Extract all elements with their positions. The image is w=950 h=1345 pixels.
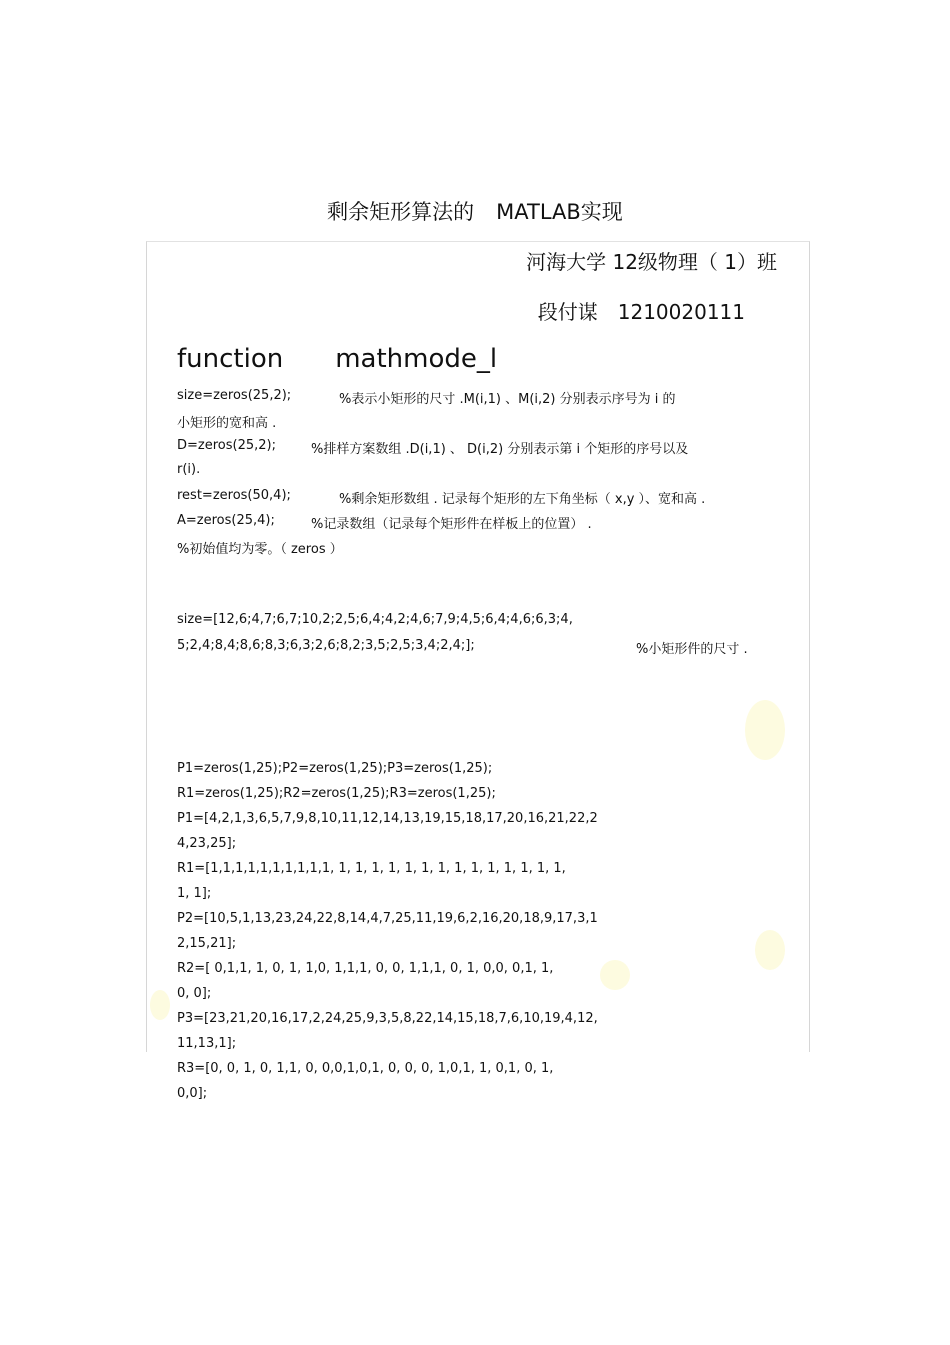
code-line: 11,13,1];: [177, 1036, 237, 1051]
code-line: 2,15,21];: [177, 936, 237, 951]
size-assign-comment: %小矩形件的尺寸 .: [636, 642, 748, 657]
size-decl-comment: %表示小矩形的尺寸 .M(i,1) 、M(i,2) 分别表示序号为 i 的: [339, 392, 676, 407]
code-line: P1=zeros(1,25);P2=zeros(1,25);P3=zeros(1,25);: [177, 761, 493, 776]
code-line: 0,0];: [177, 1086, 208, 1101]
code-line: 4,23,25];: [177, 836, 237, 851]
code-line: P3=[23,21,20,16,17,2,24,25,9,3,5,8,22,14,15,18,7,6,10,19,4,12,: [177, 1011, 598, 1026]
size-decl-comment-cont: 小矩形的宽和高 .: [177, 416, 277, 431]
rest-decl-comment: %剩余矩形数组 . 记录每个矩形的左下角坐标（ x,y ）、宽和高 .: [339, 492, 706, 507]
size-assign-line-1: size=[12,6;4,7;6,7;10,2;2,5;6,4;4,2;4,6;7,9;4,5;6,4;4,6;6,3;4,: [177, 612, 573, 627]
code-line: 0, 0];: [177, 986, 212, 1001]
init-comment: %初始值均为零。（ zeros ）: [177, 542, 343, 557]
author-id: 1210020111: [617, 300, 745, 324]
d-decl-code: D=zeros(25,2);: [177, 438, 276, 453]
author-line: [538, 296, 745, 325]
title-en: MATLAB实现: [496, 200, 623, 224]
code-line: R1=[1,1,1,1,1,1,1,1,1,1, 1, 1, 1, 1, 1, 1, 1, 1, 1, 1, 1, 1, 1, 1,: [177, 861, 566, 876]
d-decl-comment-cont: r(i).: [177, 462, 201, 477]
title-cn: 剩余矩形算法的: [327, 200, 475, 224]
function-heading: [177, 344, 497, 374]
size-decl-code: size=zeros(25,2);: [177, 388, 292, 403]
function-name: mathmode_l: [335, 344, 498, 374]
rest-decl-code: rest=zeros(50,4);: [177, 488, 291, 503]
code-line: P1=[4,2,1,3,6,5,7,9,8,10,11,12,14,13,19,15,18,17,20,16,21,22,2: [177, 811, 598, 826]
affiliation: 河海大学 12级物理（ 1）班: [526, 250, 777, 274]
code-line: R1=zeros(1,25);R2=zeros(1,25);R3=zeros(1,25);: [177, 786, 496, 801]
author-name: 段付谋: [537, 300, 598, 324]
code-line: R2=[ 0,1,1, 1, 0, 1, 1,0, 1,1,1, 0, 0, 1,1,1, 0, 1, 0,0, 0,1, 1,: [177, 961, 554, 976]
code-line: R3=[0, 0, 1, 0, 1,1, 0, 0,0,1,0,1, 0, 0, 0, 1,0,1, 1, 0,1, 0, 1,: [177, 1061, 554, 1076]
code-line: 1, 1];: [177, 886, 212, 901]
size-assign-line-2: 5;2,4;8,4;8,6;8,3;6,3;2,6;8,2;3,5;2,5;3,4;2,4;];: [177, 638, 475, 653]
d-decl-comment: %排样方案数组 .D(i,1) 、 D(i,2) 分别表示第 i 个矩形的序号以及: [311, 442, 689, 457]
a-decl-code: A=zeros(25,4);: [177, 513, 275, 528]
a-decl-comment: %记录数组（记录每个矩形件在样板上的位置） .: [311, 517, 592, 532]
function-keyword: function: [177, 344, 284, 374]
code-line: P2=[10,5,1,13,23,24,22,8,14,4,7,25,11,19,6,2,16,20,18,9,17,3,1: [177, 911, 598, 926]
document-title: [0, 196, 950, 226]
